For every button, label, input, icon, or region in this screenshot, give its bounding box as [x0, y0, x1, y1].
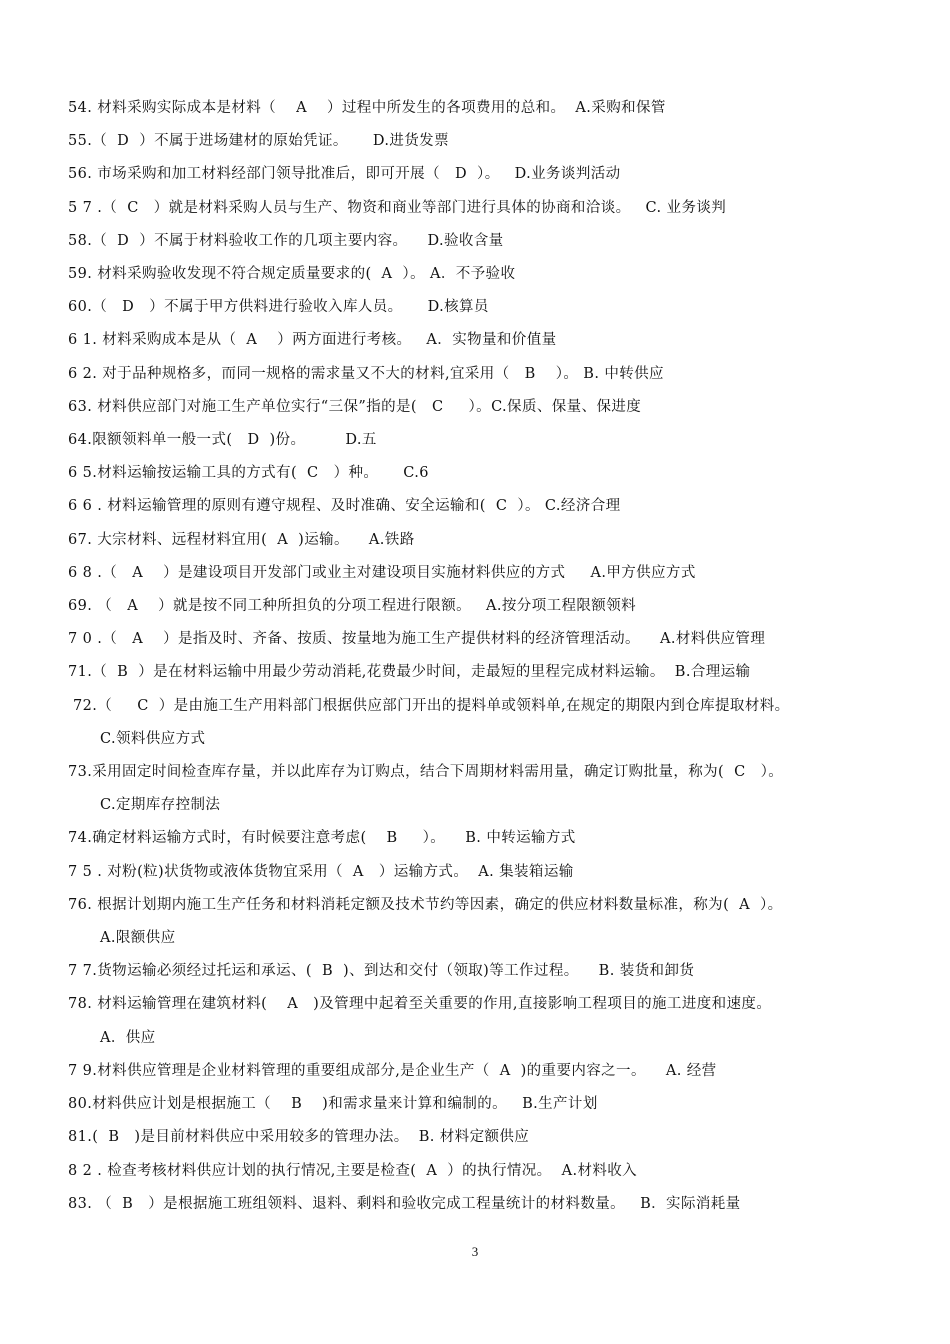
question-68: 6 8 .（ A ）是建设项目开发部门或业主对建设项目实施材料供应的方式 A.甲方供应方式 — [68, 564, 696, 581]
question-78: 78. 材料运输管理在建筑材料( A )及管理中起着至关重要的作用,直接影响工程项目的施工进度和速度。 — [68, 996, 772, 1013]
question-80: 80.材料供应计划是根据施工（ B )和需求量来计算和编制的。 B.生产计划 — [68, 1096, 598, 1113]
question-72: 72.（ C ）是由施工生产用料部门根据供应部门开出的提料单或领料单,在规定的期限内到仓库提取材料。 — [68, 697, 790, 714]
question-57: 5 7 .（ C ）就是材料采购人员与生产、物资和商业等部门进行具体的协商和洽谈。 C. 业务谈判 — [68, 199, 727, 216]
page-number: 3 — [471, 1244, 479, 1259]
question-list — [68, 92, 908, 1221]
question-66: 6 6 . 材料运输管理的原则有遵守规程、及时准确、安全运输和( C ）。 C.经济合理 — [68, 498, 621, 515]
question-59: 59. 材料采购验收发现不符合规定质量要求的( A ）。 A．不予验收 — [68, 266, 516, 283]
question-67: 67. 大宗材料、远程材料宜用( A )运输。 A.铁路 — [68, 531, 415, 548]
question-83: 83. （ B ）是根据施工班组领料、退料、剩料和验收完成工程量统计的材料数量。 B．实际消耗量 — [68, 1195, 741, 1212]
question-76-answer: A.限额供应 — [100, 930, 176, 947]
question-60: 60.（ D ）不属于甲方供料进行验收入库人员。 D.核算员 — [68, 299, 489, 316]
question-71: 71.（ B ）是在材料运输中用最少劳动消耗,花费最少时间，走最短的里程完成材料运输。 B.合理运输 — [68, 664, 751, 681]
question-72-answer: C.领料供应方式 — [100, 730, 206, 747]
question-82: 8 2 . 检查考核材料供应计划的执行情况,主要是检查( A ）的执行情况。 A.材料收入 — [68, 1162, 638, 1179]
question-81: 81.( B )是目前材料供应中采用较多的管理办法。 B. 材料定额供应 — [68, 1129, 530, 1146]
question-77: 7 7.货物运输必须经过托运和承运、( B )、到达和交付（领取)等工作过程。 B. 装货和卸货 — [68, 963, 695, 980]
question-55: 55.（ D ）不属于进场建材的原始凭证。 D.进货发票 — [68, 133, 449, 150]
question-76: 76. 根据计划期内施工生产任务和材料消耗定额及技术节约等因素，确定的供应材料数量标准，称为( A ）。 — [68, 896, 783, 913]
question-61: 6 1. 材料采购成本是从（ A ）两方面进行考核。 A．实物量和价值量 — [68, 332, 557, 349]
question-63: 63. 材料供应部门对施工生产单位实行“三保”指的是( C ）。C.保质、保量、保进度 — [68, 398, 642, 415]
question-65: 6 5.材料运输按运输工具的方式有( C ）种。 C.6 — [68, 465, 429, 482]
question-74: 74.确定材料运输方式时，有时候要注意考虑( B ）。 B. 中转运输方式 — [68, 830, 576, 847]
question-58: 58.（ D ）不属于材料验收工作的几项主要内容。 D.验收含量 — [68, 232, 504, 249]
question-73-answer: C.定期库存控制法 — [100, 797, 221, 814]
question-78-answer: A．供应 — [100, 1029, 156, 1046]
question-73: 73.采用固定时间检查库存量，并以此库存为订购点，结合下周期材料需用量，确定订购批量，称为( C ）。 — [68, 764, 784, 781]
question-70: 7 0 .（ A ）是指及时、齐备、按质、按量地为施工生产提供材料的经济管理活动。 A.材料供应管理 — [68, 631, 766, 648]
question-54: 54. 材料采购实际成本是材料（ A ）过程中所发生的各项费用的总和。 A.采购和保管 — [68, 100, 666, 116]
question-62: 6 2. 对于品种规格多，而同一规格的需求量又不大的材料,宜采用（ B ）。 B. 中转供应 — [68, 365, 664, 382]
question-56: 56. 市场采购和加工材料经部门领导批准后，即可开展（ D ）。 D.业务谈判活动 — [68, 166, 621, 183]
question-64: 64.限额领料单一般一式( D )份。 D.五 — [68, 432, 377, 449]
question-69: 69. （ A ）就是按不同工种所担负的分项工程进行限额。 A.按分项工程限额领料 — [68, 598, 637, 615]
question-79: 7 9.材料供应管理是企业材料管理的重要组成部分,是企业生产（ A )的重要内容之一。 A. 经营 — [68, 1062, 717, 1079]
question-75: 7 5 . 对粉(粒)状货物或液体货物宜采用（ A ）运输方式。 A. 集装箱运输 — [68, 863, 574, 880]
